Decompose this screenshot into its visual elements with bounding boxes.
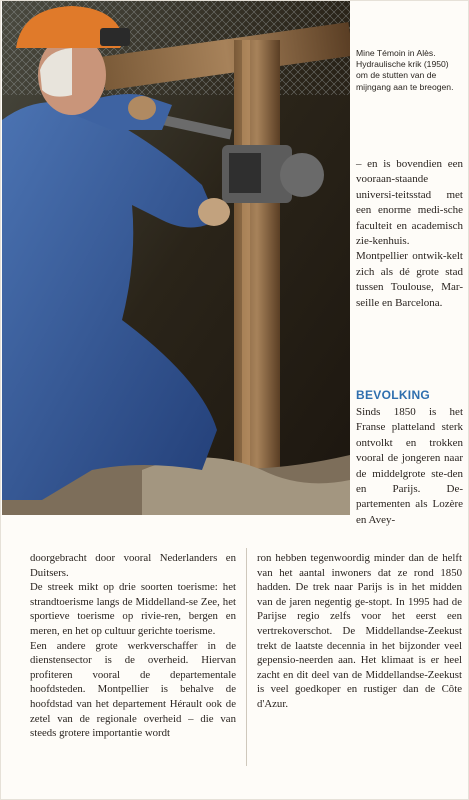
left-paragraph-3: Een andere grote werkverschaffer in de dienstensector is de overheid. Hiervan profiteren vooral de departementale hoofdsteden. Montpellier is behalve de hoofdstad van het departement Hérault ook de zetel van de regionale overheid – die van steeds grotere importantie wordt [30,639,236,740]
intro-paragraph: – en is bovendien een vooraan-staande universi-teitsstad met een enorme medi-sche faculteit en academisch zie-kenhuis. Montpellier ontwik-kelt zich als dé grote stad tussen Toulouse, Mar-seille en Barcelona. [356,158,463,309]
left-paragraph-2: De streek mikt op drie soorten toerisme: het strandtoerisme langs de Middelland-se Zee, het sportieve toerisme op rivie-ren, bergen en meren, en het op cultuur gerichte toerisme. [30,581,236,637]
bevolking-paragraph: Sinds 1850 is het Franse platteland sterk ontvolkt en trokken vooral de jongeren naar de middelgrote ste-den en Parijs. De-partementen als Lozère en Avey- [356,406,463,526]
bottom-right-column [257,551,462,712]
right-paragraph-1: ron hebben tegenwoordig minder dan de helft van het aantal inwoners dat ze rond 1850 hadden. De trek naar Parijs is in het midden van de jaren negentig ge-stopt. In 1995 had de Parijse regio zelfs voor het eerst een vertrekoverschot. De Middellandse-Zeekust trekt de laatste decennia in het bijzonder veel gepensio-neerden aan. Het klimaat is er heel zacht en dit deel van de Middellandse-Zeekust is veel goedkoper en rustiger dan de Côte d'Azur. [257,552,462,710]
left-paragraph-1: doorgebracht door vooral Nederlanders en Duitsers. [30,552,236,579]
miner-photo [2,0,350,515]
section-heading: BEVOLKING [356,388,431,402]
photo-caption: Mine Témoin in Alès. Hydraulische krik (1950) om de stutten van de mijngang aan te breogen. [356,48,454,92]
column-divider [246,548,247,766]
bottom-left-column [30,551,236,741]
right-column-body [356,405,463,528]
right-column-intro [356,157,463,311]
